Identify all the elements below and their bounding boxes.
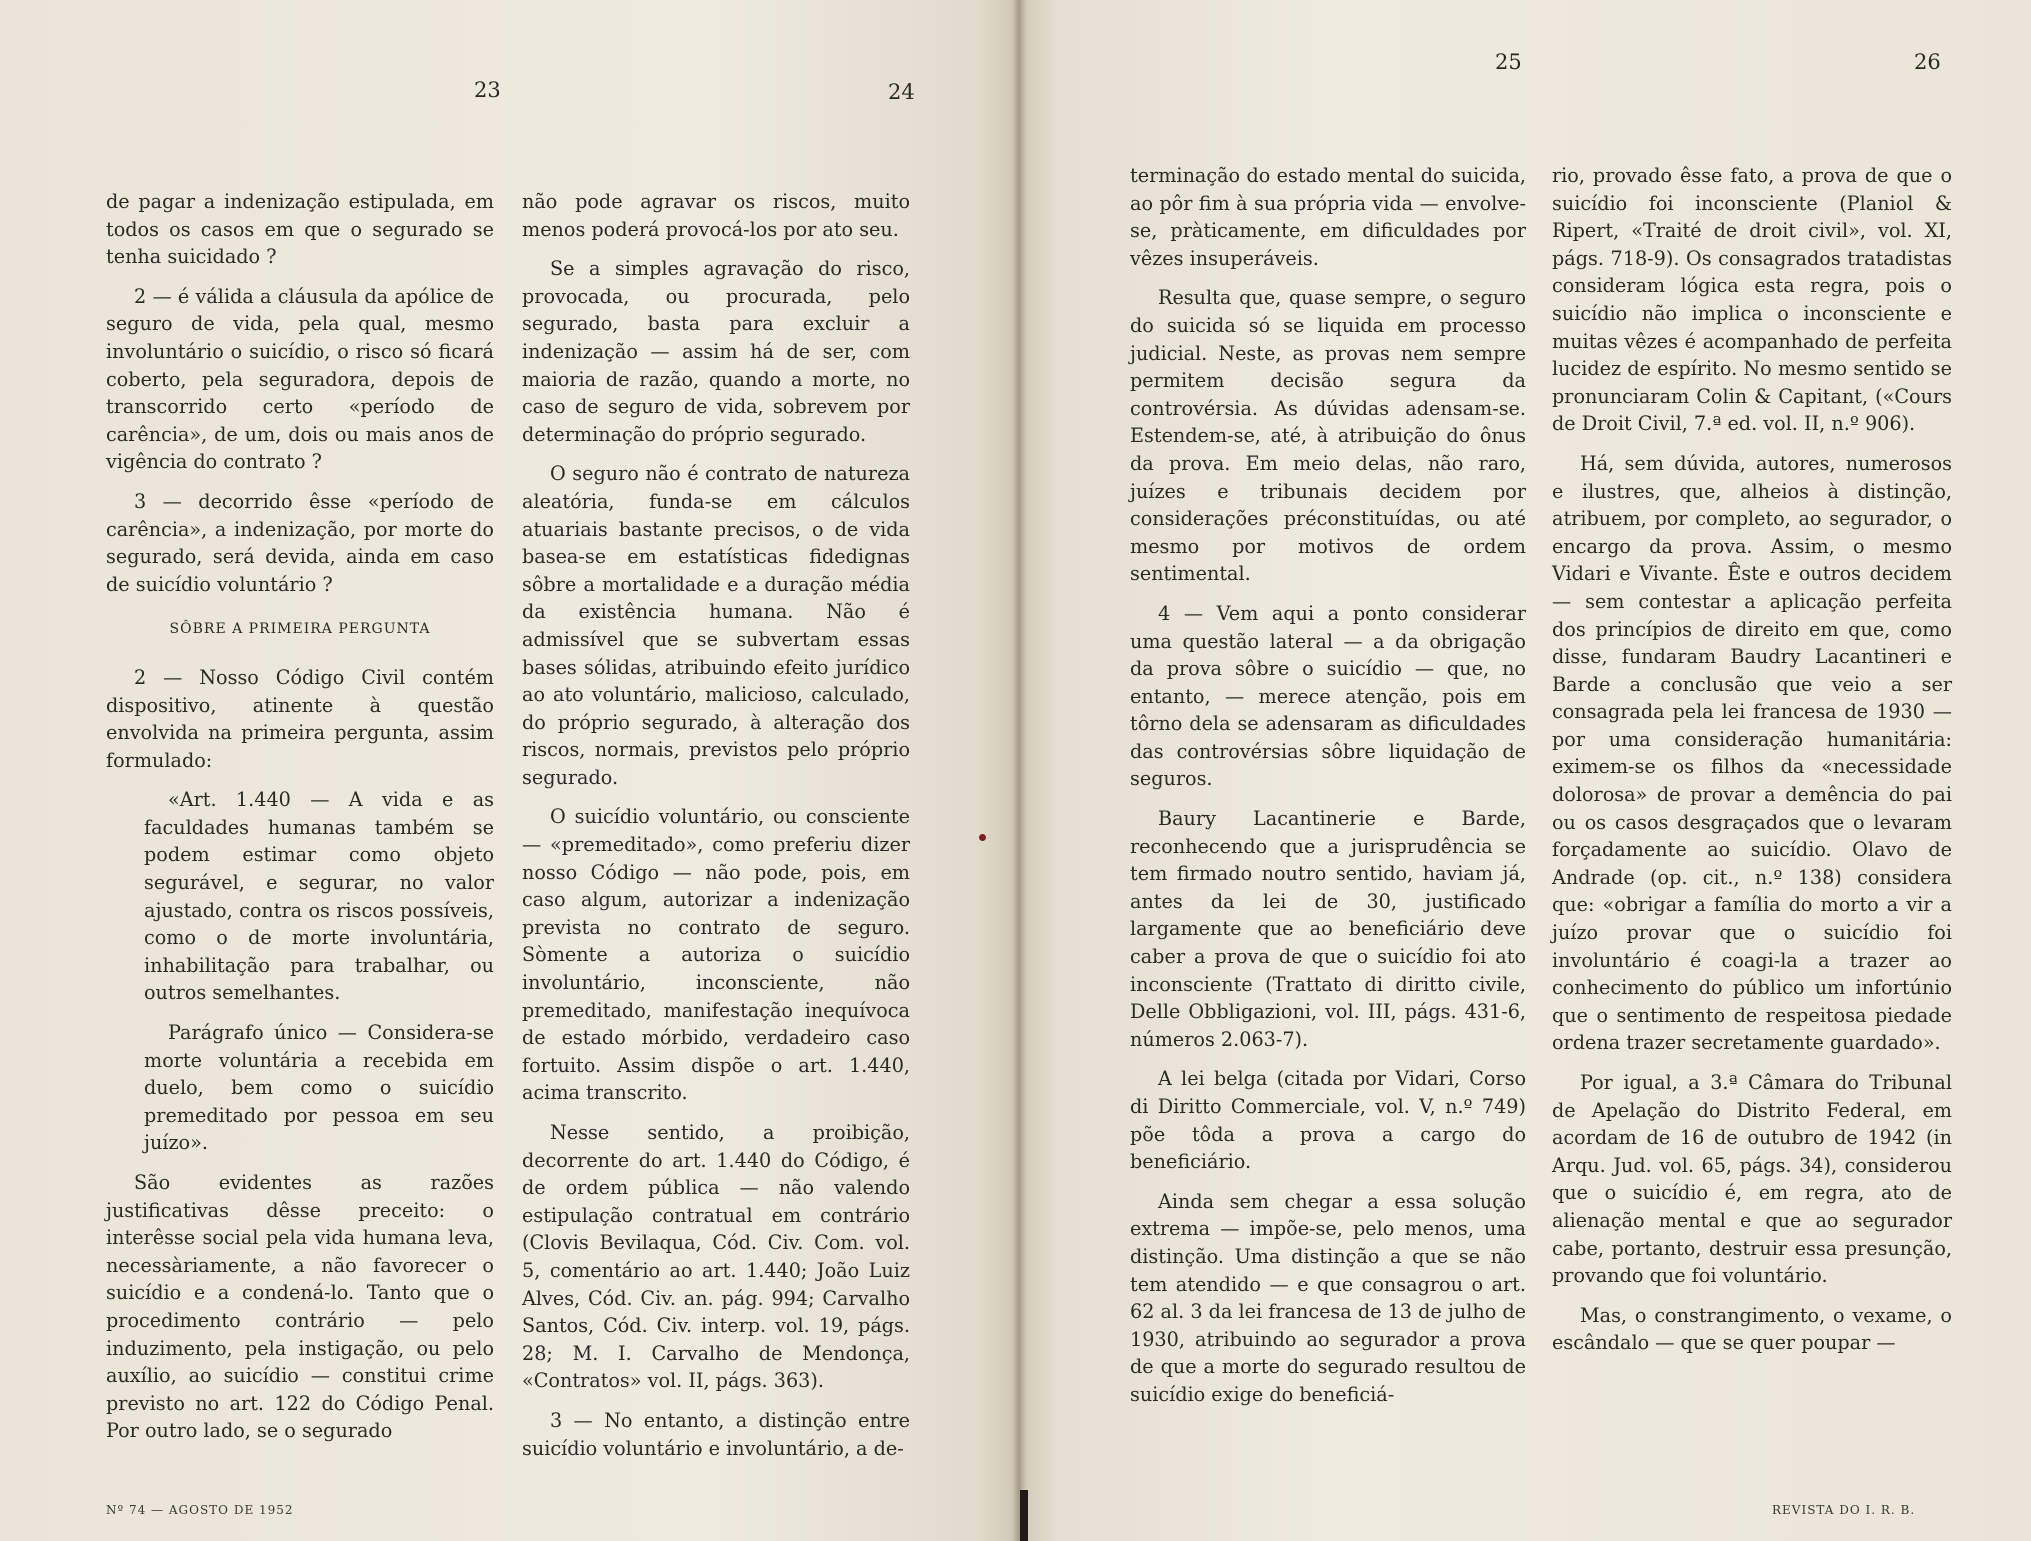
quote-paragraph: «Art. 1.440 — A vida e as faculdades humanas também se podem estimar como objeto segurável, e segurar, no valor ajustado, contra os riscos possíveis, como o de morte involuntária, inhabilitação para trabalhar, ou outros semelhantes. xyxy=(144,788,494,1005)
paragraph: 4 — Vem aqui a ponto considerar uma questão lateral — a da obrigação da prova sôbre o suicídio — que, no entanto, — merece atenção, pois em tôrno dela se adensaram as dificuldades das controvérsias sôbre liquidação de seguros. xyxy=(1130,601,1526,791)
paragraph: não pode agravar os riscos, muito menos poderá provocá-los por ato seu. xyxy=(522,190,910,241)
binding-mark xyxy=(1020,1490,1028,1541)
quote-paragraph: Parágrafo único — Considera-se morte voluntária a recebida em duelo, bem como o suicídio premeditado por pessoa em seu juízo». xyxy=(144,1021,494,1155)
column-page-24 xyxy=(522,188,910,1474)
page-number-26: 26 xyxy=(1914,50,1941,74)
paragraph: Resulta que, quase sempre, o seguro do suicida só se liquida em processo judicial. Neste, as provas nem sempre permitem decisão segura da controvérsia. As dúvidas adensam-se. Estendem-se, até, à atribuição do ônus da prova. Em meio delas, não raro, juízes e tribunais decidem por considerações préconstituídas, ou até mesmo por motivos de ordem sentimental. xyxy=(1130,286,1526,586)
paragraph: de pagar a indenização estipulada, em todos os casos em que o segurado se tenha suicidado ? xyxy=(106,190,494,269)
page-number-25: 25 xyxy=(1495,50,1522,74)
column-page-23 xyxy=(106,188,494,1457)
page-number-24: 24 xyxy=(888,80,915,104)
paragraph: Há, sem dúvida, autores, numerosos e ilustres, que, alheios à distinção, atribuem, por completo, ao segurador, o encargo da prova. Assim, o mesmo Vidari e Vivante. Êste e outros decidem — sem contestar a aplicação perfeita dos princípios de direito em que, como disse, fundaram Baudry Lacantineri e Barde a conclusão que veio a ser consagrada pela lei francesa de 1930 — por uma consideração humanitária: eximem-se os filhos da «necessidade dolorosa» de provar a demência do pai ou os casos desgraçados que o levaram forçadamente ao suicídio. Olavo de Andrade (op. cit., n.º 138) considera que: «obrigar a família do morto a vir a juízo provar que o suicídio foi involuntário é coagi-la a trazer ao conhecimento do público um infortúnio que o sentimento de respeitosa piedade ordena trazer secretamente guardado». xyxy=(1552,451,1952,1055)
ink-spot xyxy=(979,834,986,841)
footer-issue: Nº 74 — AGOSTO DE 1952 xyxy=(106,1503,294,1517)
paragraph: terminação do estado mental do suicida, ao pôr fim à sua própria vida — envolve-se, pràticamente, em dificuldades por vêzes insuperáveis. xyxy=(1130,164,1526,270)
footer-journal: REVISTA DO I. R. B. xyxy=(1772,1503,1916,1517)
paragraph: 3 — No entanto, a distinção entre suicídio voluntário e involuntário, a de- xyxy=(522,1408,910,1460)
section-heading: SÔBRE A PRIMEIRA PERGUNTA xyxy=(169,621,431,638)
paragraph: Nesse sentido, a proibição, decorrente do art. 1.440 do Código, é de ordem pública — não valendo estipulação contratual em contrário (Clovis Bevilaqua, Cód. Civ. Com. vol. 5, comentário ao art. 1.440; João Luiz Alves, Cód. Civ. an. pág. 994; Carvalho Santos, Cód. Civ. interp. vol. 19, págs. 28; M. I. Carvalho de Mendonça, «Contratos» vol. II, págs. 363). xyxy=(522,1121,910,1393)
paragraph: 2 — Nosso Código Civil contém dispositivo, atinente à questão envolvida na primeira pergunta, assim formulado: xyxy=(106,665,494,772)
page-number-23: 23 xyxy=(474,78,501,102)
paragraph: Por igual, a 3.ª Câmara do Tribunal de Apelação do Distrito Federal, em acordam de 16 de outubro de 1942 (in Arqu. Jud. vol. 65, págs. 34), considerou que o suicídio é, em regra, ato de alienação mental e que ao segurador cabe, portanto, destruir essa presunção, provando que foi voluntário. xyxy=(1552,1071,1952,1288)
paragraph: 3 — decorrido êsse «período de carência», a indenização, por morte do segurado, será devida, ainda em caso de suicídio voluntário ? xyxy=(106,489,494,596)
paragraph: rio, provado êsse fato, a prova de que o suicídio foi inconsciente (Planiol & Ripert, «Traité de droit civil», vol. XI, págs. 718-9). Os consagrados tratadistas consideram lógica esta regra, pois o suicídio não implica o inconsciente e muitas vêzes é acompanhado de perfeita lucidez de espírito. No mesmo sentido se pronunciaram Colin & Capitant, («Cours de Droit Civil, 7.ª ed. vol. II, n.º 906). xyxy=(1552,164,1952,436)
paragraph: Se a simples agravação do risco, provocada, ou procurada, pelo segurado, basta para excluir a indenização — assim há de ser, com maioria de razão, quando a morte, no caso de seguro de vida, sobrevem por determinação do próprio segurado. xyxy=(522,257,910,446)
paragraph: 2 — é válida a cláusula da apólice de seguro de vida, pela qual, mesmo involuntário o suicídio, o risco só ficará coberto, pela seguradora, depois de transcorrido certo «período de carência», de um, dois ou mais anos de vigência do contrato ? xyxy=(106,284,494,474)
column-page-26 xyxy=(1552,162,1952,1369)
paragraph: Baury Lacantinerie e Barde, reconhecendo que a jurisprudência se tem firmado noutro sentido, haviam já, antes da lei de 30, justificado largamente que ao beneficiário deve caber a prova de que o suicídio foi ato inconsciente (Trattato di diritto civile, Delle Obbligazioni, vol. III, págs. 431-6, números 2.063-7). xyxy=(1130,807,1526,1051)
paragraph: São evidentes as razões justificativas dêsse preceito: o interêsse social pela vida humana leva, necessàriamente, a não favorecer o suicídio e a condená-lo. Tanto que o procedimento contrário — pelo induzimento, pela instigação, ou pelo auxílio, ao suicídio — constitui crime previsto no art. 122 do Código Penal. Por outro lado, se o segurado xyxy=(106,1171,494,1443)
paragraph: A lei belga (citada por Vidari, Corso di Diritto Commerciale, vol. V, n.º 749) põe tôda a prova a cargo do beneficiário. xyxy=(1130,1067,1526,1174)
column-page-25 xyxy=(1130,162,1526,1421)
paragraph: O suicídio voluntário, ou consciente — «premeditado», como preferiu dizer nosso Código — não pode, pois, em caso algum, autorizar a indenização prevista no contrato de seguro. Sòmente a autoriza o suicídio involuntário, inconsciente, não premeditado, manifestação inequívoca de estado mórbido, verdadeiro caso fortuito. Assim dispõe o art. 1.440, acima transcrito. xyxy=(522,805,910,1105)
binding-gutter xyxy=(1012,0,1026,1541)
paragraph: Ainda sem chegar a essa solução extrema — impõe-se, pelo menos, uma distinção. Uma distinção a que se não tem atendido — e que consagrou o art. 62 al. 3 da lei francesa de 13 de julho de 1930, atribuindo ao segurador a prova de que a morte do segurado resultou de suicídio exige do beneficiá- xyxy=(1130,1189,1526,1406)
paragraph: Mas, o constrangimento, o vexame, o escândalo — que se quer poupar — xyxy=(1552,1303,1952,1355)
paragraph: O seguro não é contrato de natureza aleatória, funda-se em cálculos atuariais bastante precisos, o de vida basea-se em estatísticas fidedignas sôbre a mortalidade e a duração média da existência humana. Não é admissível que se subvertam essas bases sólidas, atribuindo efeito jurídico ao ato voluntário, malicioso, calculado, do próprio segurado, à alteração dos riscos, normais, previstos pelo próprio segurado. xyxy=(522,462,910,789)
